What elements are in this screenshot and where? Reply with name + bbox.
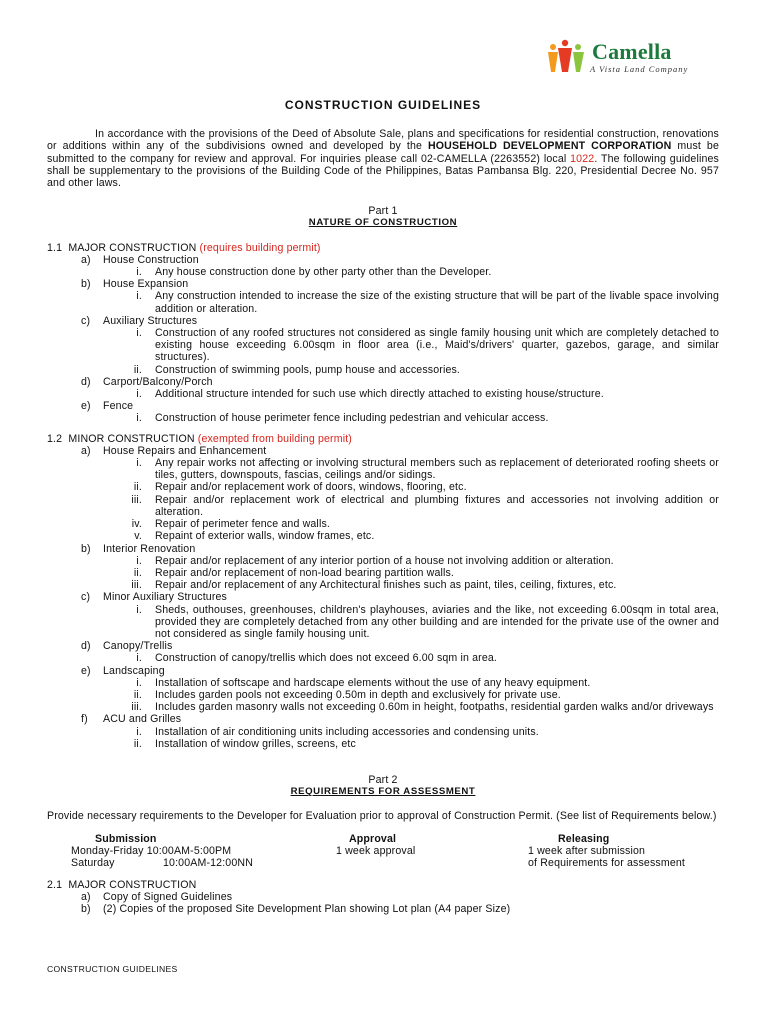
list-item: iv. Repair of perimeter fence and walls. xyxy=(131,518,330,531)
section-1-1: 1.1 MAJOR CONSTRUCTION (requires building permit) xyxy=(47,241,321,254)
list-item: v. Repaint of exterior walls, window frames, etc. xyxy=(134,530,375,543)
camella-logo xyxy=(546,38,718,78)
page-footer: CONSTRUCTION GUIDELINES xyxy=(47,964,178,974)
part2-label: Part 2 xyxy=(368,773,398,786)
list-item: ii. Includes garden pools not exceeding 0.50m in depth and exclusively for private use. xyxy=(133,688,561,701)
list-item: ii. Construction of swimming pools, pump house and accessories. xyxy=(133,363,461,376)
list-item: i. Construction of canopy/trellis which does not exceed 6.00 sqm in area. xyxy=(136,652,498,665)
list-item: e) Fence xyxy=(81,400,134,413)
list-item: iii. Repair and/or replacement of any Architectural finishes such as paint, tiles, ceiling, fixtures, etc. xyxy=(131,579,617,592)
permit-note: (exempted from building permit) xyxy=(197,432,352,445)
brand-name: Camella xyxy=(592,39,672,64)
document-title: CONSTRUCTION GUIDELINES xyxy=(284,98,482,112)
list-item: f) ACU and Grilles xyxy=(81,713,182,726)
list-item: b) Interior Renovation xyxy=(81,542,196,555)
list-item: ii. Repair and/or replacement of non-load bearing partition walls. xyxy=(133,566,455,579)
submission-header: Submission xyxy=(95,832,157,845)
list-item: ii. Repair and/or replacement work of doors, windows, flooring, etc. xyxy=(133,481,467,494)
section-2-1: 2.1 MAJOR CONSTRUCTION xyxy=(47,878,197,891)
part1-label: Part 1 xyxy=(368,205,398,218)
part2-heading: REQUIREMENTS FOR ASSESSMENT xyxy=(290,786,476,798)
releasing-header: Releasing xyxy=(558,832,610,845)
releasing-value-1: 1 week after submission xyxy=(528,844,646,857)
list-item: c) Auxiliary Structures xyxy=(81,314,198,327)
list-item: d) Canopy/Trellis xyxy=(81,640,173,653)
list-item: a) Copy of Signed Guidelines xyxy=(81,890,233,903)
approval-value: 1 week approval xyxy=(336,844,416,857)
list-item: i. Additional structure intended for such use which directly attached to existing house/structure. xyxy=(136,388,604,401)
list-item: b) House Expansion xyxy=(81,278,189,291)
list-item: i. Any repair works not affecting or involving structural members such as replacement of deteriorated roofing sheets or tiles, gutters, downspouts, fascias, ceilings and/or sidings. xyxy=(136,457,719,482)
list-item: i. Any house construction done by other party other than the Developer. xyxy=(136,266,492,279)
list-item: c) Minor Auxiliary Structures xyxy=(81,591,227,604)
list-item: i. Installation of softscape and hardscape elements without the use of any heavy equipment. xyxy=(136,676,591,689)
submission-weekday: Monday-Friday 10:00AM-5:00PM xyxy=(71,844,232,857)
brand-tagline: A Vista Land Company xyxy=(590,64,689,74)
list-item: a) House Repairs and Enhancement xyxy=(81,444,267,457)
camella-figures-icon xyxy=(546,38,590,78)
list-item: a) House Construction xyxy=(81,253,199,266)
list-item: iii. Includes garden masonry walls not exceeding 0.60m in height, footpaths, residential garden walks and/or driveways xyxy=(131,701,714,714)
list-item: i. Sheds, outhouses, greenhouses, children's playhouses, aviaries and the like, not exceeding 6.00sqm in total area, provided they are completely detached from any other building and are intended for the private use of the owner and not considered as single family housing unit. xyxy=(136,603,719,640)
approval-header: Approval xyxy=(349,832,397,845)
section-1-2: 1.2 MINOR CONSTRUCTION (exempted from building permit) xyxy=(47,432,352,445)
submission-saturday-day: Saturday xyxy=(71,856,115,869)
list-item: b) (2) Copies of the proposed Site Development Plan showing Lot plan (A4 paper Size) xyxy=(81,902,511,915)
submission-saturday-time: 10:00AM-12:00NN xyxy=(163,856,253,869)
list-item: e) Landscaping xyxy=(81,664,165,677)
releasing-value-2: of Requirements for assessment xyxy=(528,856,685,869)
local-number: 1022 xyxy=(570,152,595,165)
list-item: d) Carport/Balcony/Porch xyxy=(81,375,213,388)
schedule-table xyxy=(47,833,719,869)
part1-heading: NATURE OF CONSTRUCTION xyxy=(308,217,458,229)
list-item: i. Construction of any roofed structures not considered as single family housing unit which are completely detached to existing house exceeding 6.00sqm in floor area (i.e., Maid's/drivers' quarter, gazebos, garage, and similar structures). xyxy=(136,327,719,364)
company-name: HOUSEHOLD DEVELOPMENT CORPORATION xyxy=(427,140,672,153)
intro-paragraph: In accordance with the provisions of the Deed of Absolute Sale, plans and specifications for residential construction, renovations or additions within any of the subdivisions owned and developed by the HOUSEHOLD DEVELOPMENT CORPORATION must be submitted to the company for review and approval. For inquiries please call 02-CAMELLA (2263552) local 1022. The following guidelines shall be supplementary to the provisions of the Building Code of the Philippines, Batas Pambansa Blg. 220, Presidential Decree No. 957 and other laws. xyxy=(47,128,720,190)
requirements-intro: Provide necessary requirements to the Developer for Evaluation prior to approval of Construction Permit. (See list of Requirements below.) xyxy=(47,810,717,823)
permit-note: (requires building permit) xyxy=(199,241,321,254)
document-body xyxy=(47,99,719,915)
list-item: i. Installation of air conditioning units including accessories and condensing units. xyxy=(136,725,539,738)
list-item: i. Any construction intended to increase the size of the existing structure that will be part of the livable space involving addition or alteration. xyxy=(136,290,719,315)
list-item: i. Repair and/or replacement of any interior portion of a house not involving addition or alteration. xyxy=(136,554,614,567)
list-item: ii. Installation of window grilles, screens, etc xyxy=(133,737,356,750)
list-item: iii. Repair and/or replacement work of electrical and plumbing fixtures and accessories not involving addition or alteration. xyxy=(131,493,719,518)
list-item: i. Construction of house perimeter fence including pedestrian and vehicular access. xyxy=(136,412,549,425)
